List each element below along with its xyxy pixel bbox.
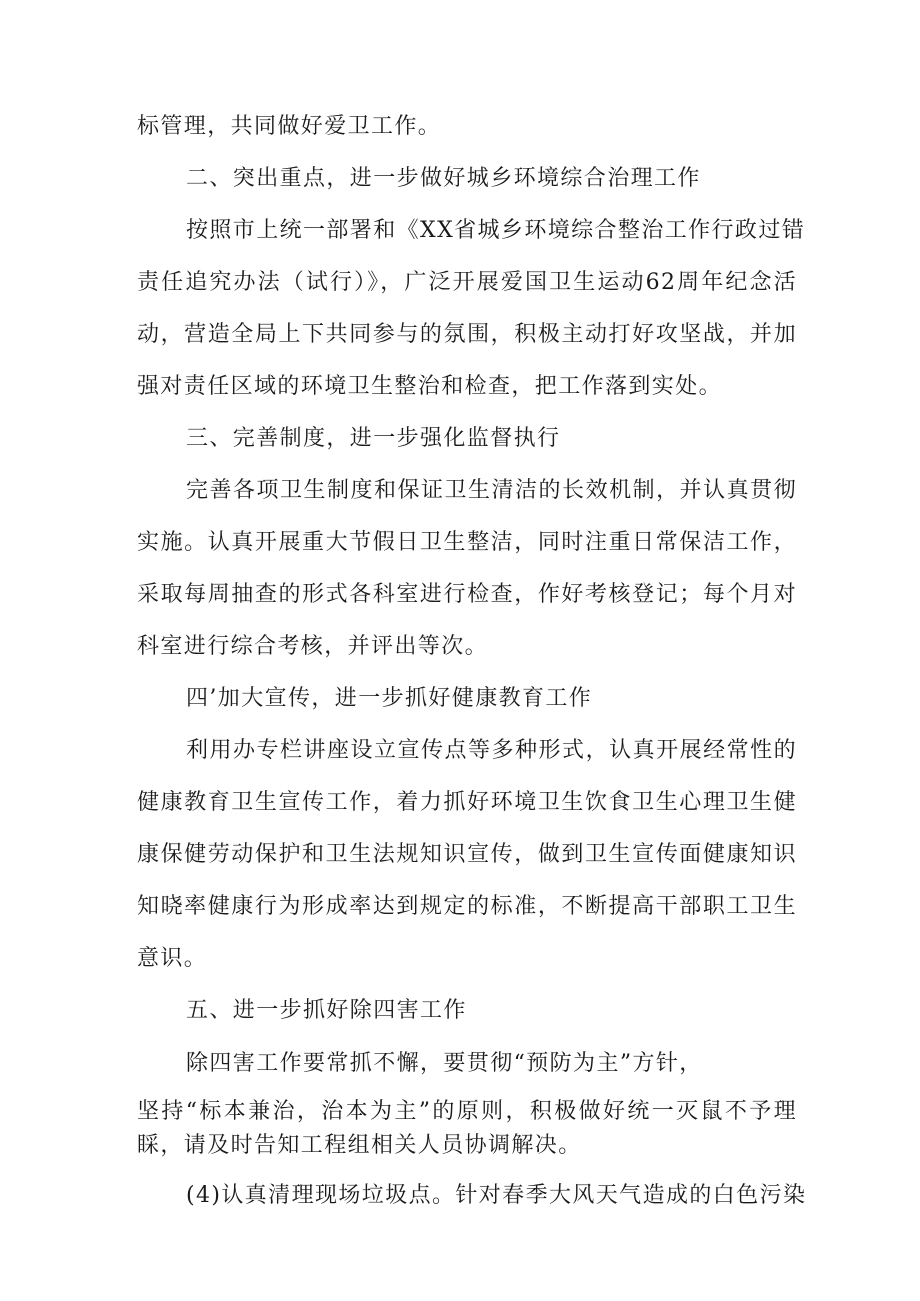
text-line: 责任追究办法（试行）》，广泛开展爱国卫生运动62周年纪念活	[137, 270, 797, 295]
text-line: (4)认真清理现场垃圾点。针对春季大风天气造成的白色污染	[186, 1183, 807, 1208]
text-line: 完善各项卫生制度和保证卫生清洁的长效机制，并认真贯彻	[186, 478, 797, 503]
text-line: 采取每周抽查的形式各科室进行检查，作好考核登记；每个月对	[137, 582, 797, 607]
text-line: 健康教育卫生宣传工作，着力抓好环境卫生饮食卫生心理卫生健	[137, 790, 797, 815]
section-heading: 二、突出重点，进一步做好城乡环境综合治理工作	[186, 166, 701, 191]
text-line: 康保健劳动保护和卫生法规知识宣传，做到卫生宣传面健康知识	[137, 842, 797, 867]
text-line: 按照市上统一部署和《XX省城乡环境综合整治工作行政过错	[186, 218, 806, 243]
text-line: 坚持“标本兼治，治本为主”的原则，积极做好统一灭鼠不予理	[137, 1099, 797, 1124]
text-line: 除四害工作要常抓不懈，要贯彻“预防为主”方针，	[186, 1051, 703, 1076]
text-line: 强对责任区域的环境卫生整治和检查，把工作落到实处。	[137, 374, 723, 399]
section-heading: 五、进一步抓好除四害工作	[186, 998, 467, 1023]
section-heading: 四’加大宣传，进一步抓好健康教育工作	[186, 686, 593, 711]
text-line: 知晓率健康行为形成率达到规定的标准，不断提高干部职工卫生	[137, 894, 797, 919]
text-line: 实施。认真开展重大节假日卫生整洁，同时注重日常保洁工作，	[137, 530, 797, 555]
text-line: 利用办专栏讲座设立宣传点等多种形式，认真开展经常性的	[186, 738, 797, 763]
text-line: 科室进行综合考核，并评出等次。	[137, 634, 489, 659]
text-line: 动，营造全局上下共同参与的氛围，积极主动打好攻坚战，并加	[137, 322, 797, 347]
text-line: 意识。	[137, 946, 208, 971]
section-heading: 三、完善制度，进一步强化监督执行	[186, 426, 561, 451]
text-line: 标管理，共同做好爱卫工作。	[137, 114, 442, 139]
text-line: 睬，请及时告知工程组相关人员协调解决。	[137, 1133, 582, 1158]
